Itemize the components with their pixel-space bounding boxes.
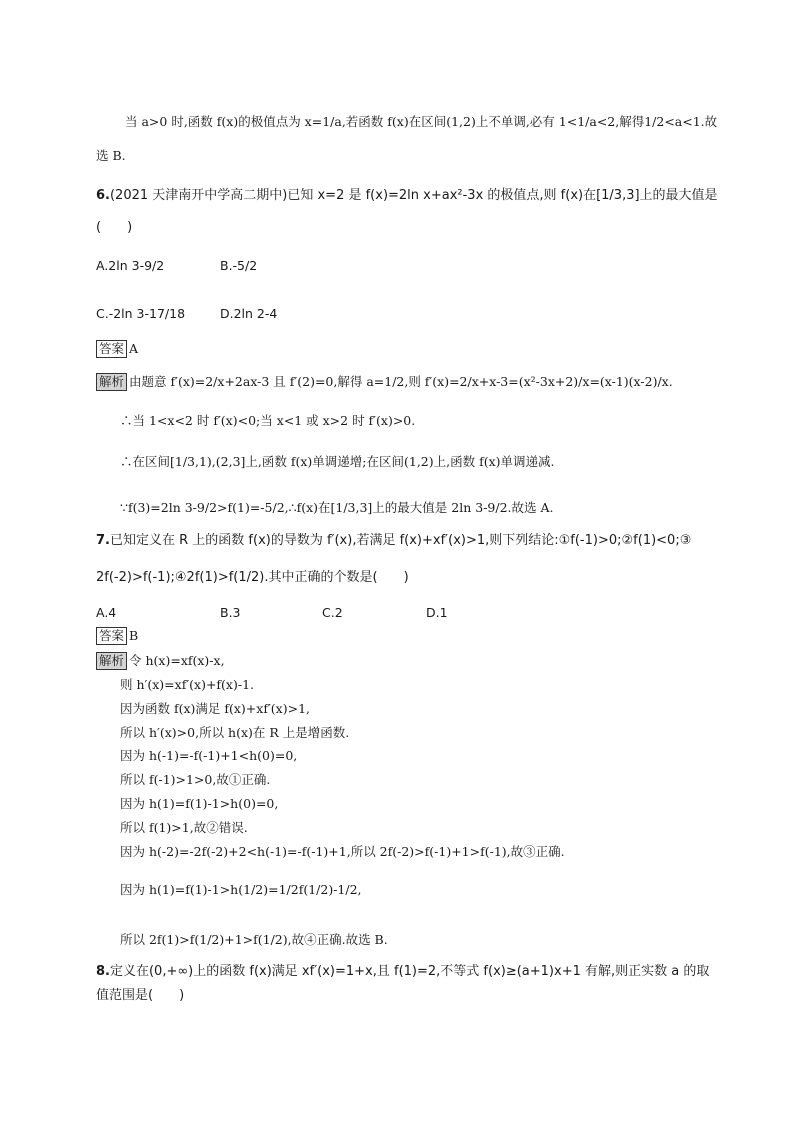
analysis-line: 所以 f(1)>1,故②错误.: [120, 820, 248, 835]
analysis-line: ∴当 1<x<2 时 f′(x)<0;当 x<1 或 x>2 时 f′(x)>0.: [120, 413, 416, 428]
text-line: 选 B.: [96, 148, 126, 163]
analysis-line: ∵f(3)=2ln 3-9/2>f(1)=-5/2,∴f(x)在[1/3,3]上的最大值是 2ln 3-9/2.故选 A.: [120, 500, 554, 515]
text-line: 当 a>0 时,函数 f(x)的极值点为 x=1/a,若函数 f(x)在区间(1,2)上不单调,必有 1<1/a<2,解得1/2<a<1.故: [125, 114, 718, 129]
answer-value: B: [129, 628, 139, 643]
analysis-row: [96, 372, 673, 392]
question-number: 6.: [96, 188, 110, 203]
option-a: A.4: [96, 605, 117, 620]
question-text-cont: 2f(-2)>f(-1);④2f(1)>f(1/2).其中正确的个数是( ): [96, 570, 409, 585]
analysis-line: 因为 h(1)=f(1)-1>h(0)=0,: [120, 796, 279, 811]
question-number: 8.: [96, 964, 110, 979]
analysis-line: ∴在区间[1/3,1),(2,3]上,函数 f(x)单调递增;在区间(1,2)上,函数 f(x)单调递减.: [120, 454, 555, 469]
option-d: D.2ln 2-4: [220, 306, 278, 321]
question-text: (2021 天津南开中学高二期中)已知 x=2 是 f(x)=2ln x+ax²-3x 的极值点,则 f(x)在[1/3,3]上的最大值是: [109, 188, 718, 203]
option-b: B.3: [220, 605, 241, 620]
analysis-line: 所以 f(-1)>1>0,故①正确.: [120, 772, 271, 787]
analysis-label: 解析: [96, 652, 127, 670]
analysis-line: 因为 h(1)=f(1)-1>h(1/2)=1/2f(1/2)-1/2,: [120, 882, 362, 897]
analysis-text: 令 h(x)=xf(x)-x,: [129, 653, 225, 668]
question-number: 7.: [96, 533, 110, 548]
analysis-line: 因为 h(-1)=-f(-1)+1<h(0)=0,: [120, 748, 298, 763]
answer-row: [96, 626, 138, 646]
question-text: 已知定义在 R 上的函数 f(x)的导数为 f′(x),若满足 f(x)+xf′(x)>1,则下列结论:①f(-1)>0;②f(1)<0;③: [109, 533, 692, 548]
option-c: C.-2ln 3-17/18: [96, 306, 186, 321]
question-7: [96, 531, 691, 551]
analysis-line: 因为函数 f(x)满足 f(x)+xf′(x)>1,: [120, 701, 310, 716]
analysis-line: 所以 2f(1)>f(1/2)+1>f(1/2),故④正确.故选 B.: [120, 932, 388, 947]
answer-label: 答案: [96, 627, 127, 645]
question-text: 定义在(0,+∞)上的函数 f(x)满足 xf′(x)=1+x,且 f(1)=2,不等式 f(x)≥(a+1)x+1 有解,则正实数 a 的取: [109, 964, 710, 979]
question-6: [96, 186, 718, 206]
analysis-row: [96, 651, 225, 671]
analysis-line: 则 h′(x)=xf′(x)+f(x)-1.: [120, 677, 255, 692]
analysis-line: 所以 h′(x)>0,所以 h(x)在 R 上是增函数.: [120, 725, 350, 740]
answer-value: A: [129, 341, 139, 356]
analysis-label: 解析: [96, 373, 127, 391]
option-c: C.2: [322, 605, 343, 620]
answer-label: 答案: [96, 340, 127, 358]
option-b: B.-5/2: [220, 258, 258, 273]
question-8: [96, 962, 709, 982]
option-a: A.2ln 3-9/2: [96, 258, 165, 273]
analysis-line: 因为 h(-2)=-2f(-2)+2<h(-1)=-f(-1)+1,所以 2f(-2)>f(-1)+1>f(-1),故③正确.: [120, 844, 565, 859]
question-paren: ( ): [96, 220, 133, 235]
answer-row: [96, 339, 138, 359]
question-text-cont: 值范围是( ): [96, 988, 185, 1003]
option-d: D.1: [426, 605, 448, 620]
analysis-text: 由题意 f′(x)=2/x+2ax-3 且 f′(2)=0,解得 a=1/2,则 f′(x)=2/x+x-3=(x²-3x+2)/x=(x-1)(x-2)/x.: [129, 374, 673, 389]
